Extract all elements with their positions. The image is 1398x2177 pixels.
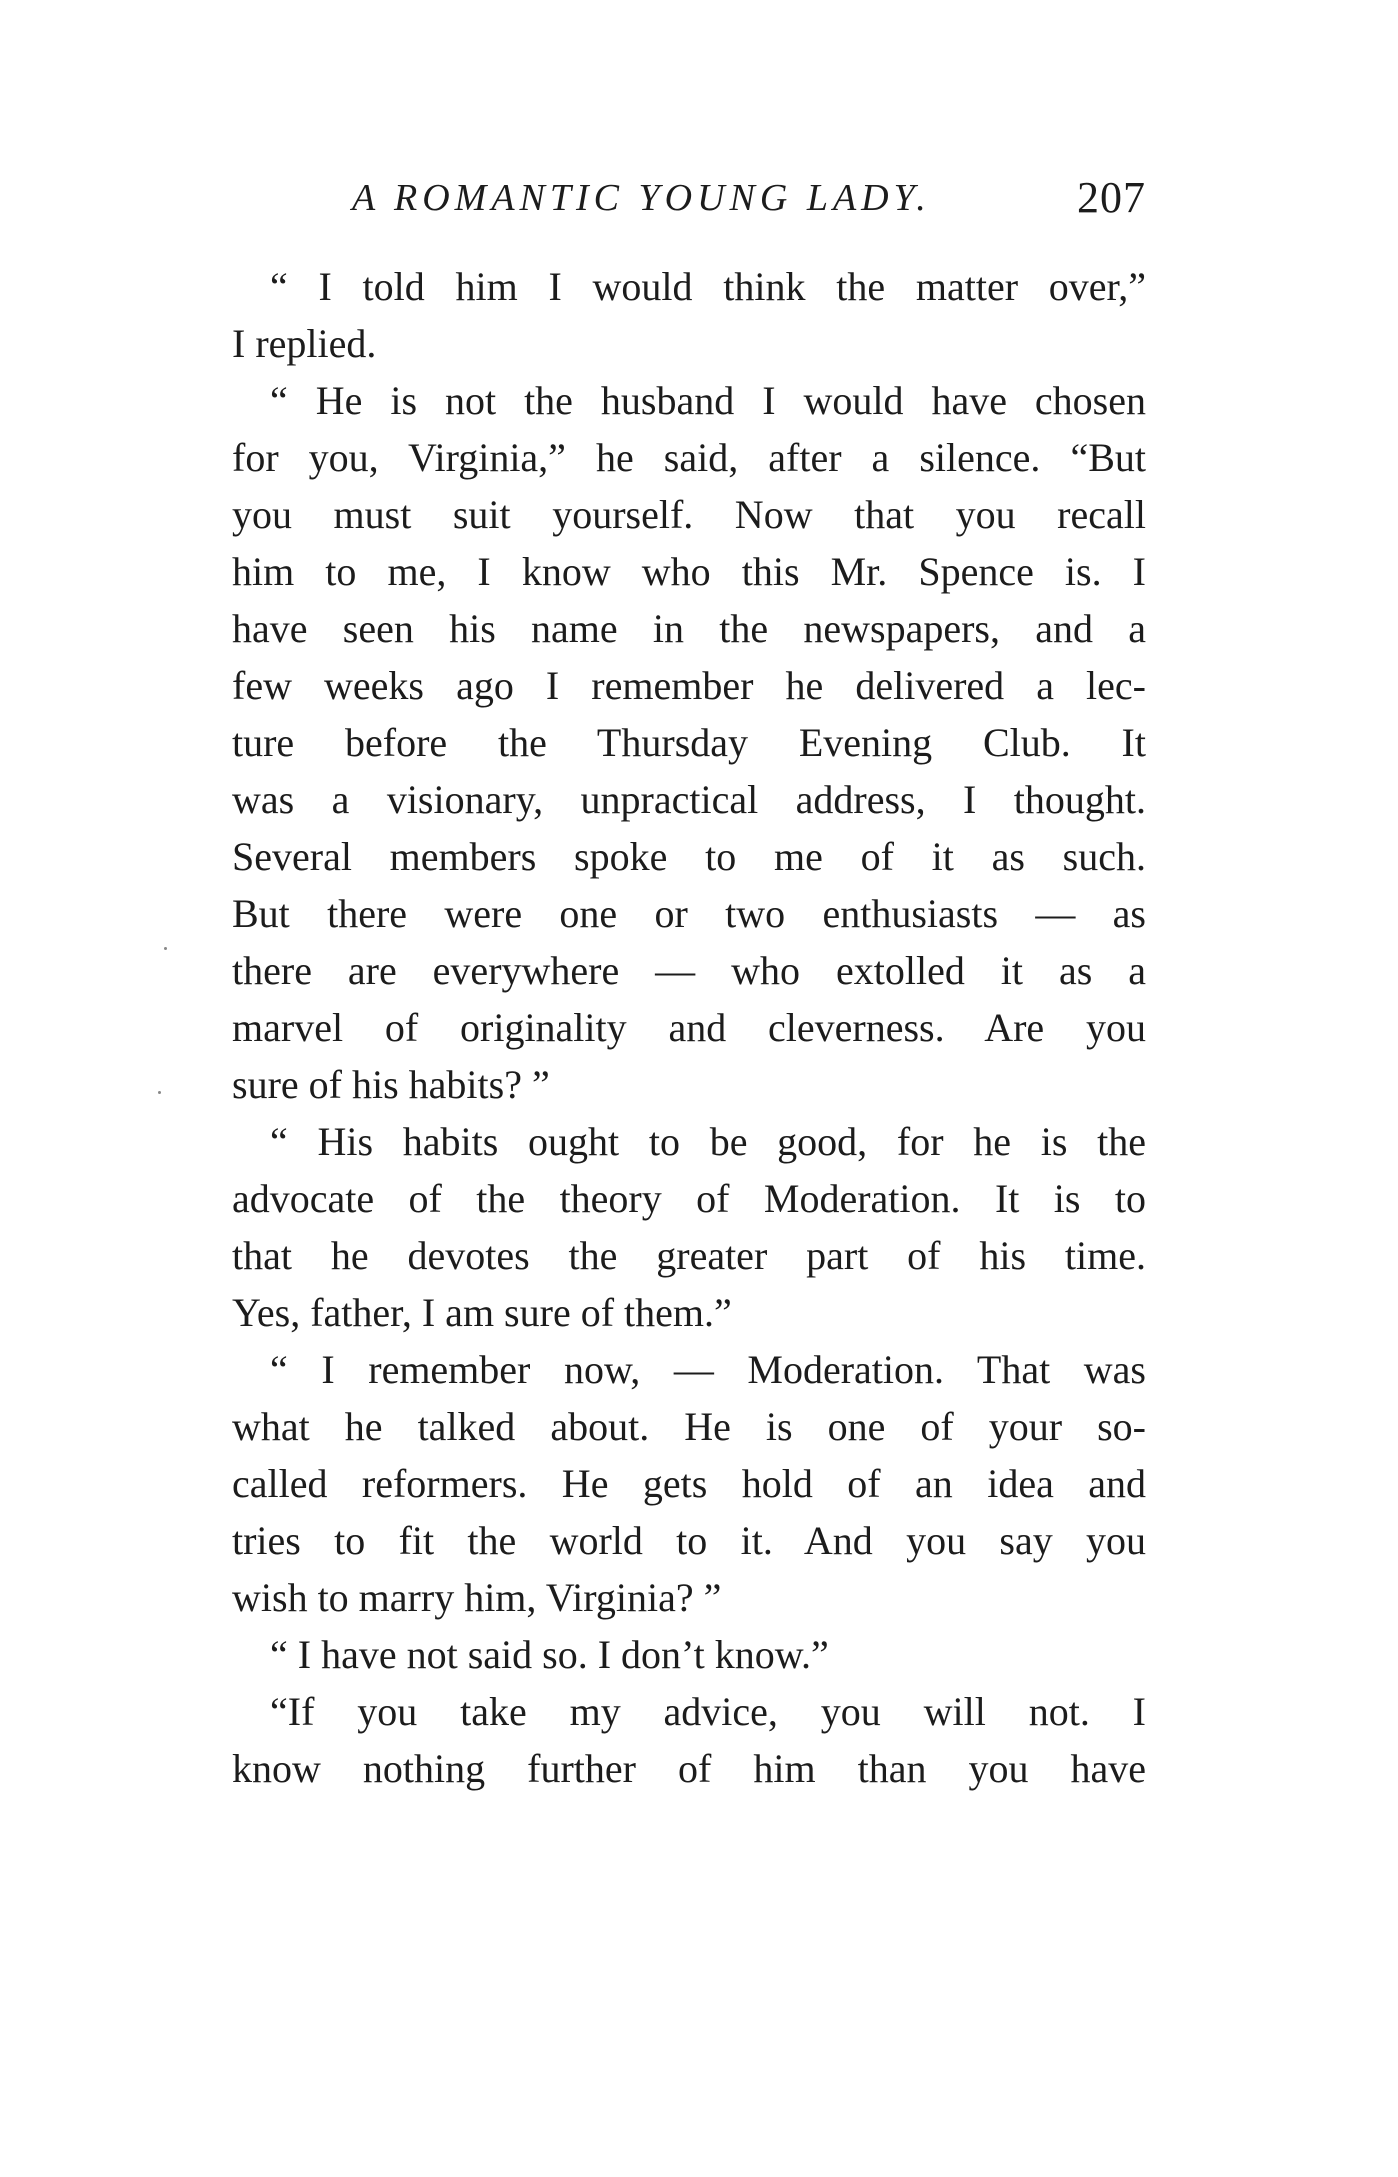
text-line: “ His habits ought to be good, for he is the: [270, 1119, 1146, 1164]
print-speck: [164, 947, 167, 950]
text-line: what he talked about. He is one of your so-: [232, 1404, 1146, 1449]
text-line: called reformers. He gets hold of an idea and: [232, 1461, 1146, 1506]
text-line: him to me, I know who this Mr. Spence is. I: [232, 549, 1146, 594]
text-line: there are everywhere — who extolled it as a: [232, 948, 1146, 993]
text-line: have seen his name in the newspapers, and a: [232, 606, 1146, 651]
text-line: advocate of the theory of Moderation. It is to: [232, 1176, 1146, 1221]
text-line: “If you take my advice, you will not. I: [270, 1689, 1146, 1734]
text-line: I replied.: [232, 321, 377, 366]
text-line: for you, Virginia,” he said, after a silence. “But: [232, 435, 1146, 480]
text-line: you must suit yourself. Now that you recall: [232, 492, 1146, 537]
text-line: marvel of originality and cleverness. Are you: [232, 1005, 1146, 1050]
text-line: know nothing further of him than you have: [232, 1746, 1146, 1791]
text-line: that he devotes the greater part of his time.: [232, 1233, 1146, 1278]
text-line: was a visionary, unpractical address, I thought.: [232, 777, 1146, 822]
running-title: A ROMANTIC YOUNG LADY.: [352, 177, 931, 219]
text-line: sure of his habits? ”: [232, 1062, 550, 1107]
page-number: 207: [1077, 173, 1146, 222]
text-line: tries to fit the world to it. And you say you: [232, 1518, 1146, 1563]
text-line: Several members spoke to me of it as such.: [232, 834, 1146, 879]
body-text: [232, 258, 1146, 1797]
text-line: “ He is not the husband I would have chosen: [270, 378, 1146, 423]
running-head: [232, 168, 1146, 228]
text-line: wish to marry him, Virginia? ”: [232, 1575, 722, 1620]
text-line: But there were one or two enthusiasts — as: [232, 891, 1146, 936]
print-speck: [158, 1091, 161, 1094]
text-line: few weeks ago I remember he delivered a lec-: [232, 663, 1146, 708]
text-line: “ I remember now, — Moderation. That was: [270, 1347, 1146, 1392]
text-line: “ I told him I would think the matter over,”: [270, 264, 1146, 309]
text-line: “ I have not said so. I don’t know.”: [270, 1632, 829, 1677]
text-line: Yes, father, I am sure of them.”: [232, 1290, 732, 1335]
text-line: ture before the Thursday Evening Club. It: [232, 720, 1146, 765]
